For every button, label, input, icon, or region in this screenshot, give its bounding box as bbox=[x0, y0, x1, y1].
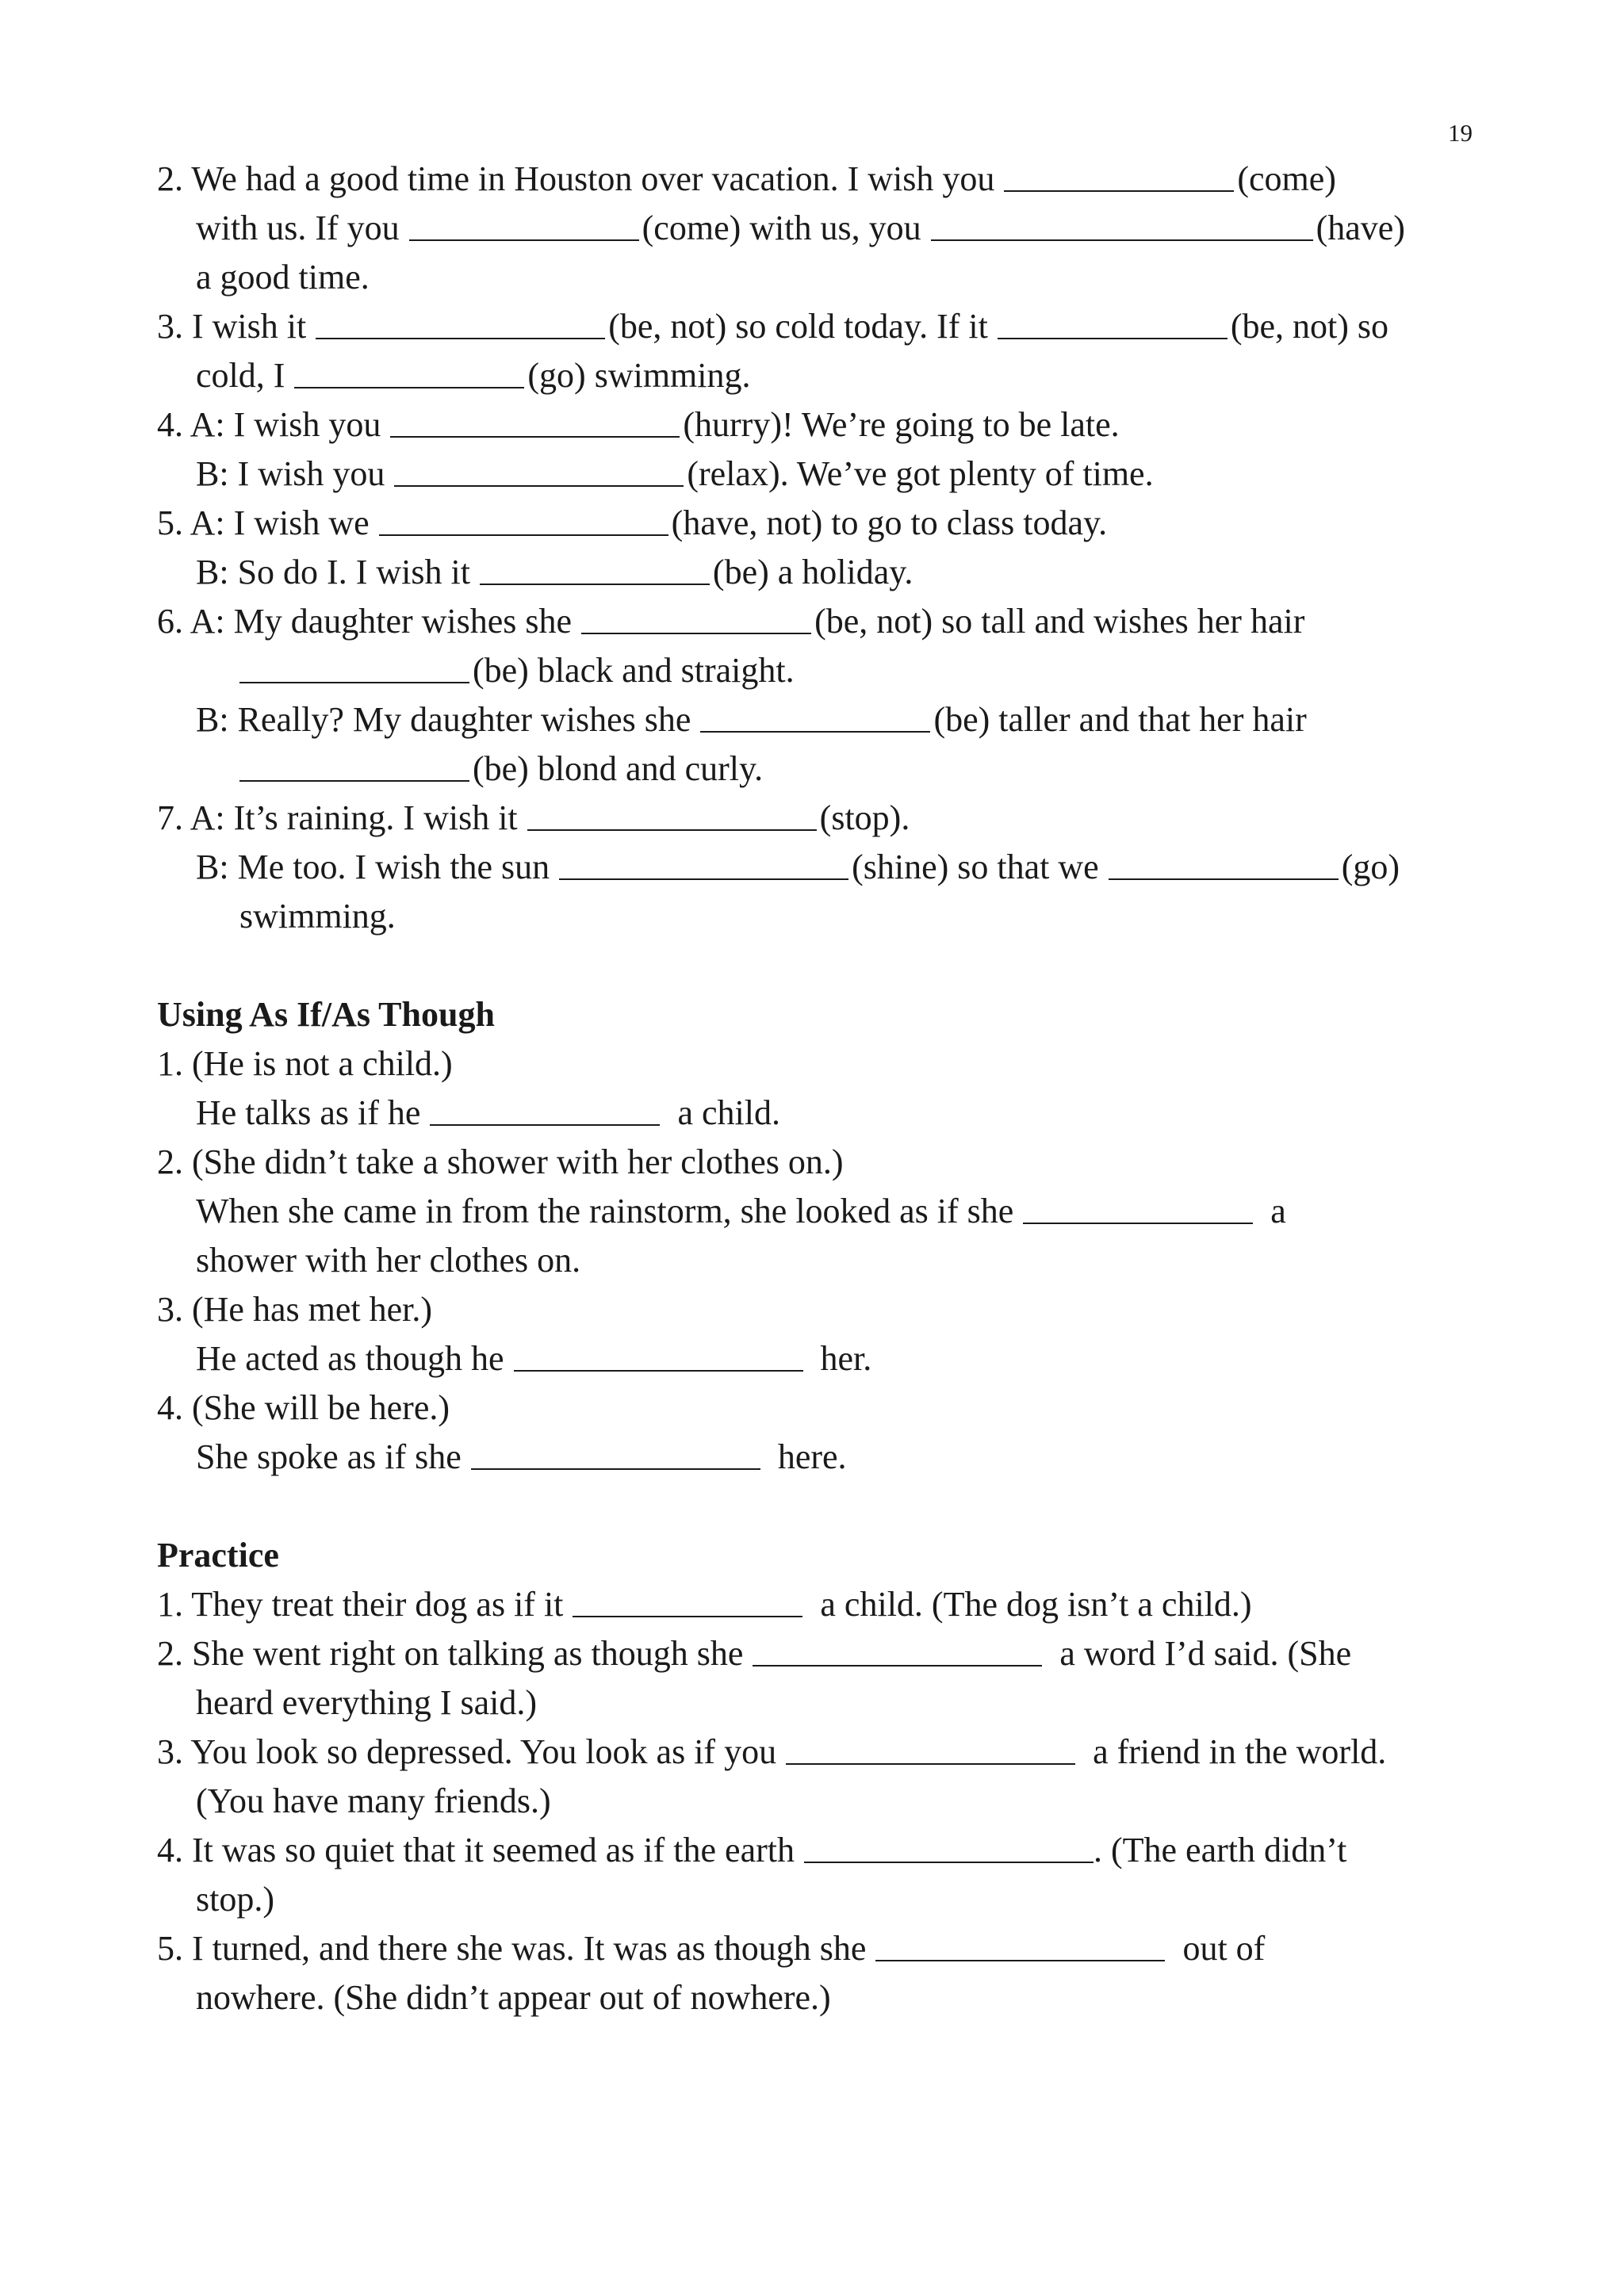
answer-blank[interactable] bbox=[480, 584, 710, 585]
wish-item-4-line-b: B: I wish you (relax). We’ve got plenty of time. bbox=[196, 454, 1154, 493]
answer-blank[interactable] bbox=[875, 1960, 1165, 1961]
wish-item-2-line-2: with us. If you (come) with us, you (have) bbox=[196, 209, 1405, 247]
as-if-item-2-sentence: When she came in from the rainstorm, she looked as if she a bbox=[196, 1192, 1286, 1230]
as-if-item-1-sentence: He talks as if he a child. bbox=[196, 1093, 780, 1132]
answer-blank[interactable] bbox=[394, 485, 684, 487]
answer-blank[interactable] bbox=[239, 682, 469, 683]
answer-blank[interactable] bbox=[390, 436, 680, 438]
practice-item-2: 2. She went right on talking as though she a word I’d said. (She bbox=[157, 1634, 1352, 1673]
wish-item-7-line-a: 7. A: It’s raining. I wish it (stop). bbox=[157, 798, 910, 837]
answer-blank[interactable] bbox=[294, 387, 524, 388]
section-heading-as-if: Using As If/As Though bbox=[157, 995, 495, 1034]
answer-blank[interactable] bbox=[514, 1370, 803, 1372]
wish-item-2-line-3: a good time. bbox=[196, 258, 370, 297]
as-if-item-3-hint: 3. (He has met her.) bbox=[157, 1290, 432, 1329]
as-if-item-4-hint: 4. (She will be here.) bbox=[157, 1388, 450, 1427]
wish-item-4-line-a: 4. A: I wish you (hurry)! We’re going to be late. bbox=[157, 405, 1120, 444]
answer-blank[interactable] bbox=[471, 1468, 760, 1470]
practice-item-3-cont: (You have many friends.) bbox=[196, 1781, 551, 1820]
wish-item-6-line-b1: B: Really? My daughter wishes she (be) taller and that her hair bbox=[196, 700, 1307, 739]
wish-item-7-line-b: B: Me too. I wish the sun (shine) so that we (go) bbox=[196, 848, 1400, 886]
answer-blank[interactable] bbox=[1109, 878, 1339, 880]
wish-item-6-line-b2: (be) blond and curly. bbox=[157, 744, 1505, 794]
as-if-item-2-cont: shower with her clothes on. bbox=[196, 1241, 581, 1280]
answer-blank[interactable] bbox=[753, 1665, 1042, 1667]
as-if-item-4-sentence: She spoke as if she here. bbox=[196, 1437, 847, 1476]
answer-blank[interactable] bbox=[1023, 1223, 1253, 1224]
wish-item-5-line-a: 5. A: I wish we (have, not) to go to class today. bbox=[157, 503, 1108, 542]
practice-item-5-cont: nowhere. (She didn’t appear out of nowhere.) bbox=[196, 1978, 831, 2017]
answer-blank[interactable] bbox=[239, 780, 469, 782]
as-if-item-3-sentence: He acted as though he her. bbox=[196, 1339, 872, 1378]
answer-blank[interactable] bbox=[527, 829, 817, 831]
answer-blank[interactable] bbox=[316, 338, 605, 339]
practice-item-5: 5. I turned, and there she was. It was as though she out of bbox=[157, 1929, 1266, 1968]
wish-item-6-line-a1: 6. A: My daughter wishes she (be, not) so tall and wishes her hair bbox=[157, 602, 1305, 641]
as-if-item-2-hint: 2. (She didn’t take a shower with her clothes on.) bbox=[157, 1142, 844, 1181]
section-heading-practice: Practice bbox=[157, 1536, 279, 1575]
page-number: 19 bbox=[1448, 119, 1473, 147]
wish-item-3-line-1: 3. I wish it (be, not) so cold today. If it (be, not) so bbox=[157, 307, 1389, 346]
answer-blank[interactable] bbox=[998, 338, 1228, 339]
answer-blank[interactable] bbox=[786, 1763, 1075, 1765]
answer-blank[interactable] bbox=[804, 1862, 1094, 1863]
practice-item-3: 3. You look so depressed. You look as if you a friend in the world. bbox=[157, 1732, 1387, 1771]
wish-item-2-line-1: 2. We had a good time in Houston over vacation. I wish you (come) bbox=[157, 159, 1336, 198]
as-if-item-1-hint: 1. (He is not a child.) bbox=[157, 1044, 453, 1083]
answer-blank[interactable] bbox=[379, 534, 668, 536]
wish-item-7-line-c: swimming. bbox=[239, 897, 396, 936]
practice-item-1: 1. They treat their dog as if it a child. (The dog isn’t a child.) bbox=[157, 1585, 1252, 1624]
answer-blank[interactable] bbox=[931, 239, 1313, 241]
practice-item-4: 4. It was so quiet that it seemed as if the earth . (The earth didn’t bbox=[157, 1831, 1347, 1869]
answer-blank[interactable] bbox=[1004, 190, 1234, 192]
worksheet-content bbox=[157, 155, 1505, 2022]
answer-blank[interactable] bbox=[409, 239, 639, 241]
wish-item-6-line-a2: (be) black and straight. bbox=[157, 646, 1505, 695]
answer-blank[interactable] bbox=[573, 1616, 802, 1617]
answer-blank[interactable] bbox=[581, 633, 811, 634]
answer-blank[interactable] bbox=[700, 731, 930, 733]
wish-item-3-line-2: cold, I (go) swimming. bbox=[196, 356, 751, 395]
practice-item-2-cont: heard everything I said.) bbox=[196, 1683, 538, 1722]
practice-item-4-cont: stop.) bbox=[196, 1880, 274, 1919]
answer-blank[interactable] bbox=[559, 878, 848, 880]
wish-item-5-line-b: B: So do I. I wish it (be) a holiday. bbox=[196, 553, 914, 591]
answer-blank[interactable] bbox=[430, 1124, 660, 1126]
